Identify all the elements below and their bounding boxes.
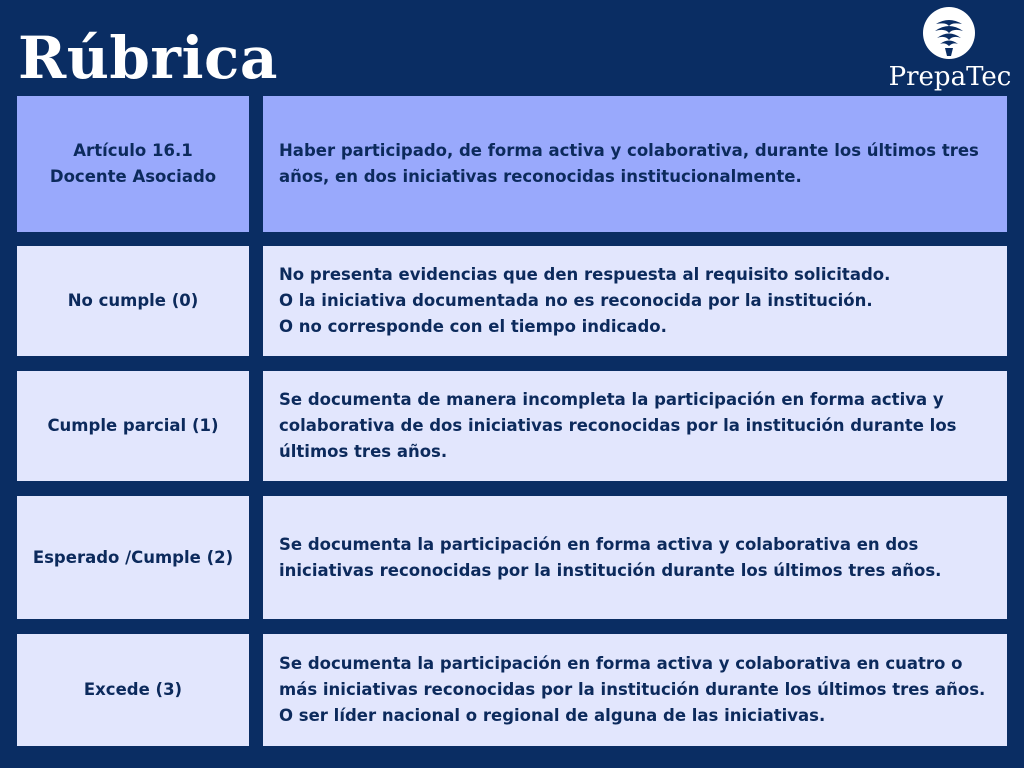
rubric-row-excede — [17, 634, 1007, 746]
torch-icon — [922, 6, 976, 60]
level-label-cell — [17, 371, 249, 481]
level-label: No cumple (0) — [67, 291, 199, 310]
level-description: Se documenta de manera incompleta la participación en forma activa y colaborativa de dos iniciativas reconocidas por la institución durante los últimos tres años. — [279, 390, 957, 461]
prepatec-logo — [884, 4, 1016, 96]
level-description-cell — [263, 371, 1007, 481]
article-label: Artículo 16.1 Docente Asociado — [49, 141, 217, 186]
level-label-cell — [17, 496, 249, 619]
level-description-cell — [263, 246, 1007, 356]
rubric-row-esperado — [17, 496, 1007, 619]
level-description: No presenta evidencias que den respuesta al requisito solicitado. O la iniciativa documentada no es reconocida por la institución. O no corresponde con el tiempo indicado. — [279, 265, 891, 336]
level-description: Se documenta la participación en forma activa y colaborativa en dos iniciativas reconocidas por la institución durante los últimos tres años. — [279, 534, 942, 580]
rubric-row-cumple-parcial — [17, 371, 1007, 481]
level-label: Esperado /Cumple (2) — [32, 547, 234, 567]
level-label: Cumple parcial (1) — [47, 416, 219, 435]
article-description: Haber participado, de forma activa y colaborativa, durante los últimos tres años, en dos iniciativas reconocidas institucionalmente. — [279, 141, 979, 186]
level-label-cell — [17, 246, 249, 356]
page-title: Rúbrica — [18, 24, 278, 92]
article-description-cell — [263, 96, 1007, 232]
level-label-cell — [17, 634, 249, 746]
level-description: Se documenta la participación en forma activa y colaborativa en cuatro o más iniciativas reconocidas por la institución durante los últimos tres años. O ser líder nacional o regional de alguna de las iniciativas. — [279, 654, 986, 725]
article-label-cell — [17, 96, 249, 232]
level-description-cell — [263, 634, 1007, 746]
logo-text: PrepaTec — [888, 62, 1012, 92]
level-label: Excede (3) — [83, 680, 183, 699]
rubric-row-no-cumple — [17, 246, 1007, 356]
rubric-heading-row — [17, 96, 1007, 232]
level-description-cell — [263, 496, 1007, 619]
